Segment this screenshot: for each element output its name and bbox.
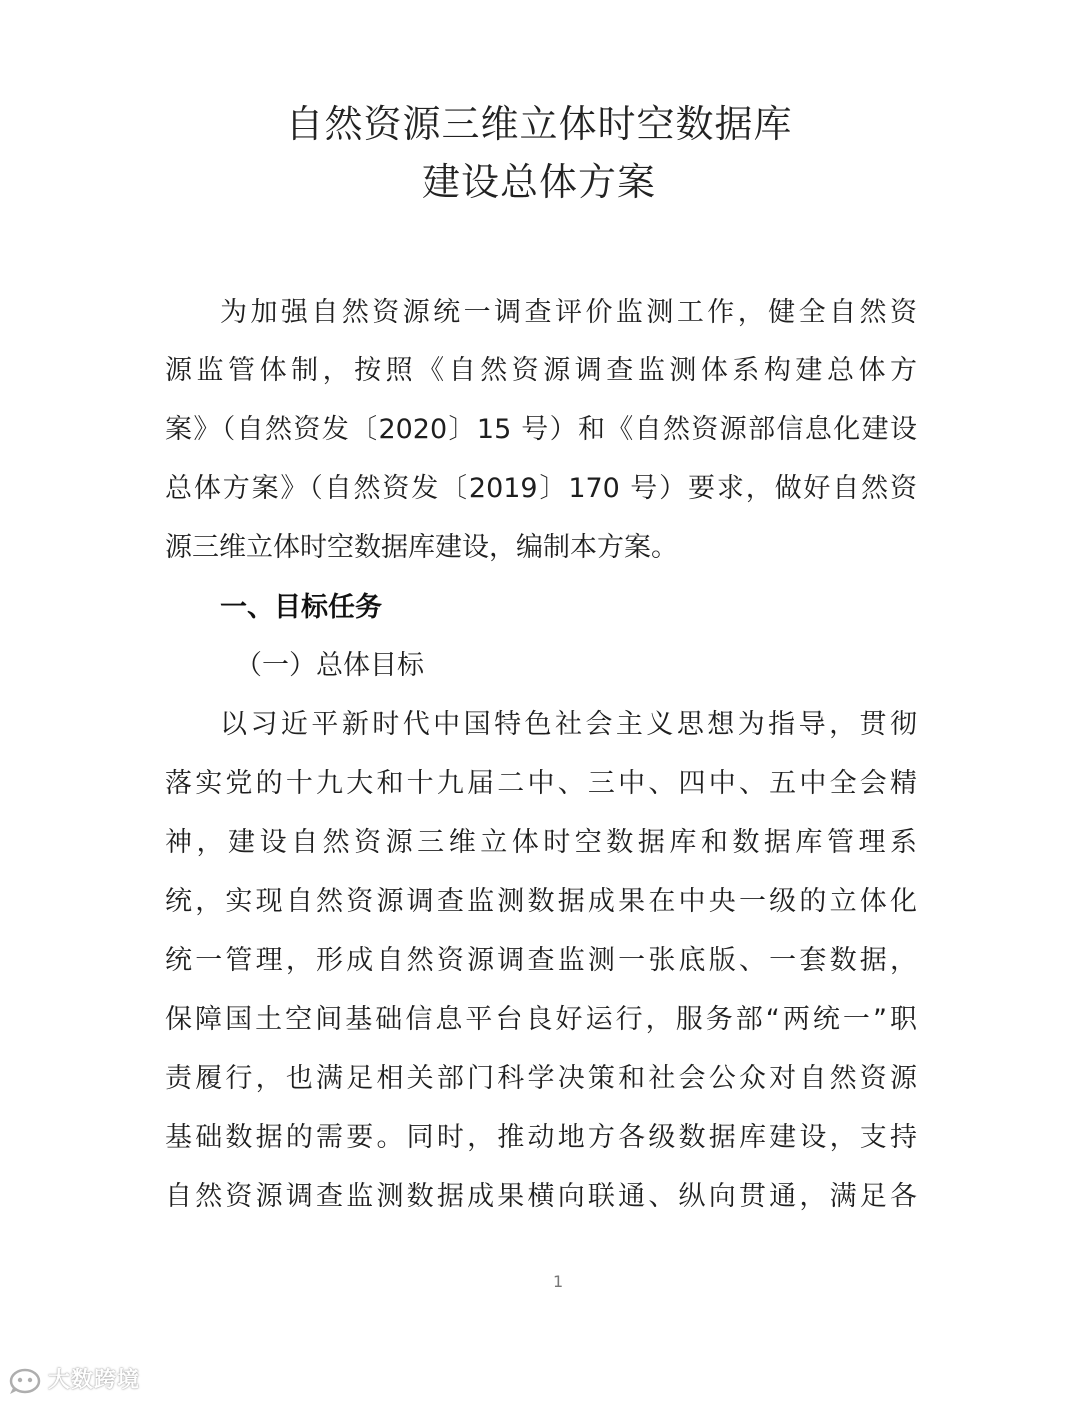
body-line: 基础数据的需要。同时，推动地方各级数据库建设，支持: [165, 1122, 917, 1153]
section-heading: 一、目标任务: [220, 592, 382, 623]
logo-icon: [8, 1366, 42, 1396]
body-line: 落实党的十九大和十九届二中、三中、四中、五中全会精: [165, 768, 917, 799]
body-line: 自然资源调查监测数据成果横向联通、纵向贯通，满足各: [165, 1181, 917, 1212]
body-line: 统，实现自然资源调查监测数据成果在中央一级的立体化: [165, 886, 917, 917]
body-line: 神，建设自然资源三维立体时空数据库和数据库管理系: [165, 827, 917, 858]
watermark-text: 大数跨境: [48, 1368, 141, 1393]
document-title-line-1: 自然资源三维立体时空数据库: [285, 102, 793, 146]
document-title-line-2: 建设总体方案: [421, 160, 656, 204]
intro-line: 为加强自然资源统一调查评价监测工作，健全自然资: [220, 297, 917, 328]
subsection-heading: （一）总体目标: [235, 650, 424, 681]
body-line: 责履行，也满足相关部门科学决策和社会公众对自然资源: [165, 1063, 917, 1094]
intro-line: 源监管体制，按照《自然资源调查监测体系构建总体方: [165, 355, 917, 386]
page-number: 1: [553, 1272, 564, 1291]
body-line: 统一管理，形成自然资源调查监测一张底版、一套数据，: [165, 945, 917, 976]
intro-line: 总体方案》（自然资发〔2019〕170 号）要求，做好自然资: [165, 473, 917, 504]
body-line: 保障国土空间基础信息平台良好运行，服务部“两统一”职: [165, 1004, 917, 1035]
watermark: [8, 1366, 140, 1396]
body-line: 以习近平新时代中国特色社会主义思想为指导，贯彻: [220, 709, 917, 740]
intro-line: 源三维立体时空数据库建设，编制本方案。: [165, 532, 678, 563]
intro-line: 案》（自然资发〔2020〕15 号）和《自然资源部信息化建设: [165, 414, 917, 445]
